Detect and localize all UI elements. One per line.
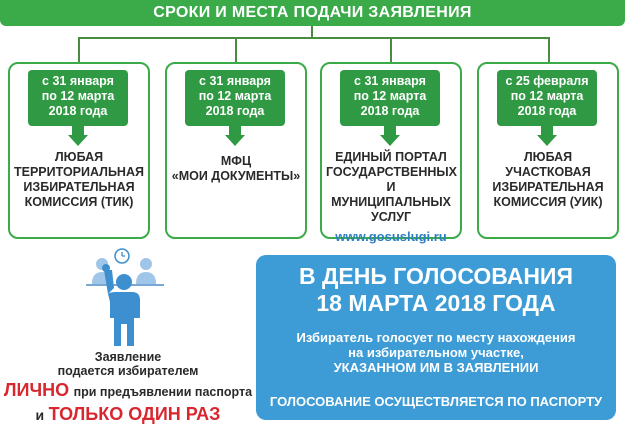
note-row-personally xyxy=(0,380,256,402)
card-label-line: ТЕРРИТОРИАЛЬНАЯ xyxy=(14,165,144,179)
connector-drop-3 xyxy=(390,37,392,62)
voting-desc-line: на избирательном участке, xyxy=(348,345,524,360)
date-from: с 31 января xyxy=(42,74,114,88)
once-emphasis: ТОЛЬКО ОДИН РАЗ xyxy=(48,404,221,424)
date-year: 2018 года xyxy=(360,104,420,118)
date-to: по 12 марта xyxy=(41,89,115,103)
gosuslugi-link[interactable]: www.gosuslugi.ru xyxy=(335,229,447,244)
card-label-line: ИЗБИРАТЕЛЬНАЯ xyxy=(23,180,135,194)
card-label xyxy=(483,150,613,210)
card-uik xyxy=(477,62,619,239)
arrow-down-icon xyxy=(68,135,88,146)
card-label-line: УСЛУГ xyxy=(370,210,412,224)
card-label-line: ЕДИНЫЙ ПОРТАЛ xyxy=(335,150,447,164)
voting-day-title-line: В ДЕНЬ ГОЛОСОВАНИЯ xyxy=(298,263,573,289)
card-label-line: ЛЮБАЯ xyxy=(523,150,573,164)
connector-drop-1 xyxy=(78,37,80,62)
note-line-1: Заявление xyxy=(94,350,162,364)
person-raising-hand-icon xyxy=(84,248,174,348)
date-period xyxy=(340,70,440,126)
note-row-once xyxy=(0,404,256,425)
date-period xyxy=(185,70,285,126)
date-to: по 12 марта xyxy=(198,89,272,103)
date-to: по 12 марта xyxy=(353,89,427,103)
voting-day-title xyxy=(256,263,616,317)
card-label-line: ИЗБИРАТЕЛЬНАЯ xyxy=(492,180,604,194)
card-mfc xyxy=(165,62,307,239)
note-line-2: подается избирателем xyxy=(57,364,199,378)
card-label-line: КОМИССИЯ (УИК) xyxy=(493,195,603,209)
date-to: по 12 марта xyxy=(510,89,584,103)
arrow-down-icon xyxy=(380,135,400,146)
connector-drop-4 xyxy=(548,37,550,62)
date-from: с 31 января xyxy=(354,74,426,88)
card-gosuslugi xyxy=(320,62,462,244)
card-label-line: КОМИССИЯ (ТИК) xyxy=(24,195,134,209)
card-tik xyxy=(8,62,150,239)
date-year: 2018 года xyxy=(205,104,265,118)
clock-icon xyxy=(115,249,129,263)
card-label xyxy=(171,154,301,184)
and-text: и xyxy=(35,407,45,423)
page-title: СРОКИ И МЕСТА ПОДАЧИ ЗАЯВЛЕНИЯ xyxy=(153,4,472,21)
connector-horizontal xyxy=(78,37,550,39)
card-label xyxy=(326,150,456,244)
header-banner xyxy=(0,0,625,26)
voting-passport-note: ГОЛОСОВАНИЕ ОСУЩЕСТВЛЯЕТСЯ ПО ПАСПОРТУ xyxy=(269,394,603,409)
arrow-down-icon xyxy=(225,135,245,146)
voting-day-title-line: 18 МАРТА 2018 ГОДА xyxy=(316,290,556,316)
connector-drop-2 xyxy=(235,37,237,62)
card-label-line: МФЦ xyxy=(220,154,252,168)
date-year: 2018 года xyxy=(48,104,108,118)
voting-desc-line: УКАЗАННОМ ИМ В ЗАЯВЛЕНИИ xyxy=(333,360,539,375)
card-label xyxy=(14,150,144,210)
card-label-line: ГОСУДАРСТВЕННЫХ xyxy=(326,165,457,179)
arrow-down-icon xyxy=(537,135,557,146)
date-year: 2018 года xyxy=(517,104,577,118)
date-from: с 31 января xyxy=(199,74,271,88)
date-from: с 25 февраля xyxy=(505,74,589,88)
card-label-line: И МУНИЦИПАЛЬНЫХ xyxy=(331,180,451,209)
application-note xyxy=(0,350,256,425)
passport-text: при предъявлении паспорта xyxy=(73,385,253,399)
date-period xyxy=(497,70,597,126)
voting-day-description xyxy=(256,330,616,375)
card-label-line: ЛЮБАЯ xyxy=(54,150,104,164)
card-label-line: «МОИ ДОКУМЕНТЫ» xyxy=(171,169,301,183)
card-label-line: УЧАСТКОВАЯ xyxy=(505,165,591,179)
voting-day-panel xyxy=(256,255,616,420)
personally-emphasis: ЛИЧНО xyxy=(3,380,70,400)
voting-desc-line: Избиратель голосует по месту нахождения xyxy=(296,330,576,345)
date-period xyxy=(28,70,128,126)
